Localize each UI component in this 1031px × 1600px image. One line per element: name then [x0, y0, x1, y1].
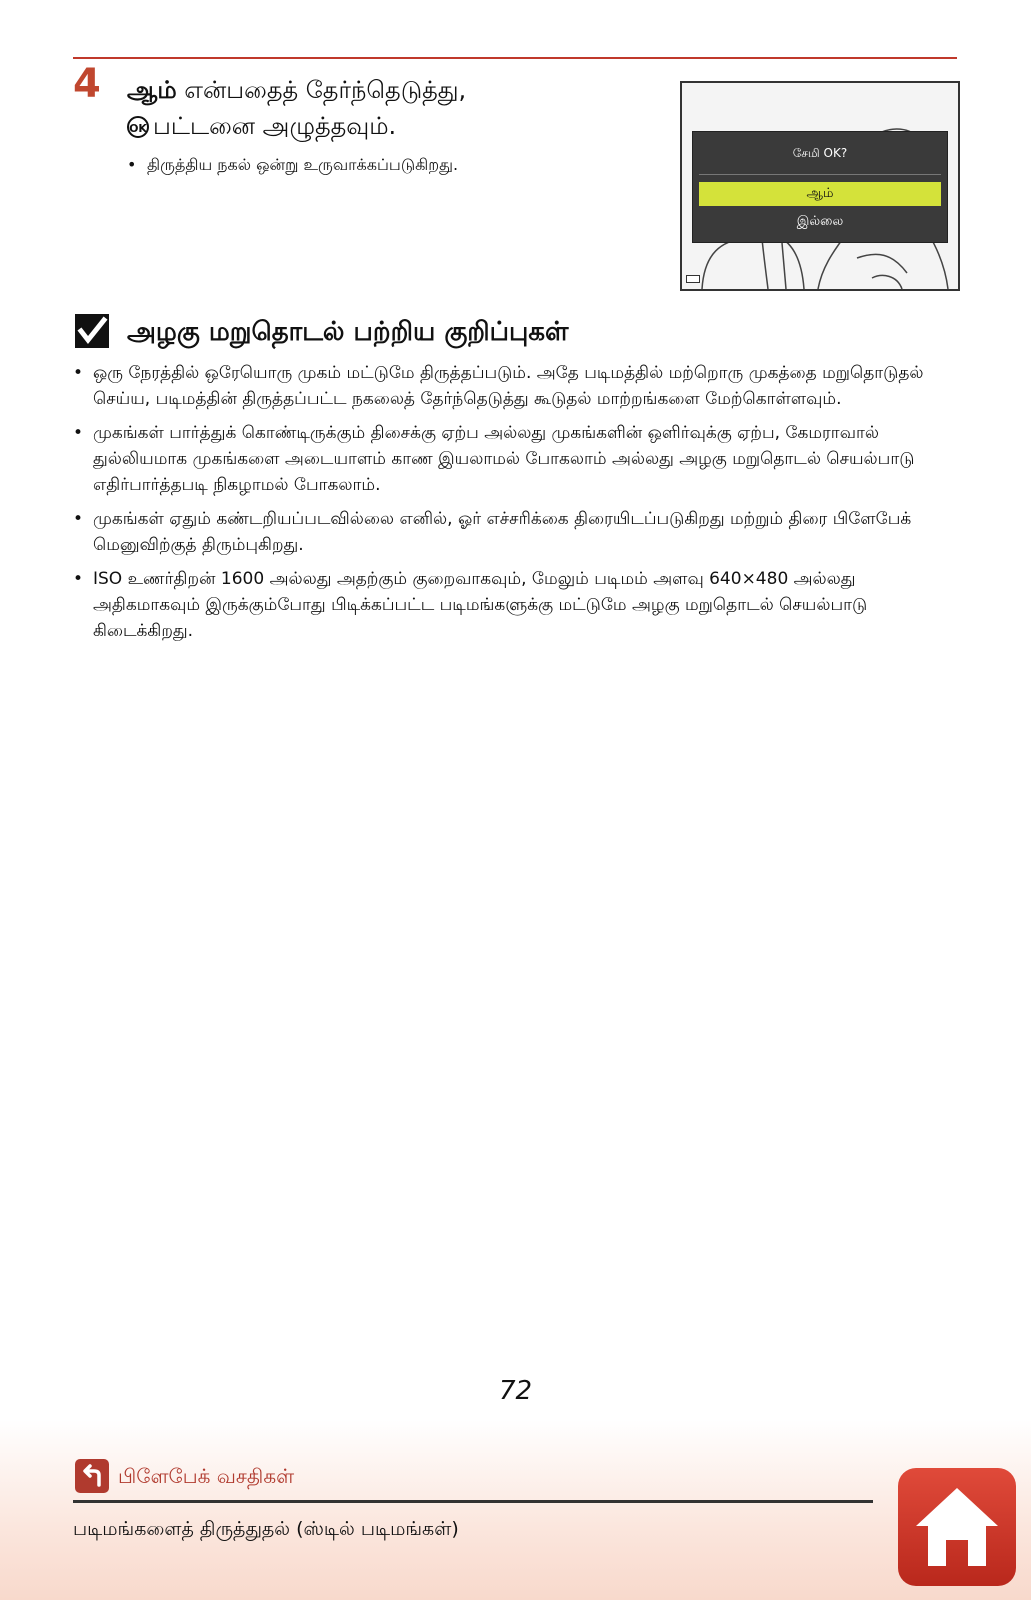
bullet-dot-icon: •	[127, 155, 137, 174]
step-instruction	[127, 72, 647, 144]
list-item	[73, 566, 958, 644]
step-instruction-line1	[127, 72, 647, 108]
step-number: 4	[73, 61, 101, 107]
bullet-dot-icon: •	[73, 363, 84, 383]
dialog-option-no[interactable]: இல்லை	[796, 214, 844, 229]
page-number: 72	[498, 1376, 533, 1406]
save-dialog	[692, 131, 948, 243]
camera-screen-illustration	[680, 81, 960, 291]
dialog-divider	[699, 174, 941, 175]
home-icon	[898, 1468, 1016, 1586]
step-instruction-line2	[127, 108, 647, 144]
dialog-option-yes[interactable]: ஆம்	[699, 182, 941, 206]
note-text: முகங்கள் பார்த்துக் கொண்டிருக்கும் திசைக்கு ஏற்ப அல்லது முகங்களின் ஒளிர்வுக்கு ஏற்ப, கேமராவால் துல்லியமாக முகங்களை அடையாளம் காண இயலாமல் போகலாம் அல்லது அழகு மறுதொடல் செயல்பாடு எதிர்பார்த்தபடி நிகழாமல் போகலாம்.	[93, 423, 915, 495]
step-bullet-text: திருத்திய நகல் ஒன்று உருவாக்கப்படுகிறது.	[147, 155, 459, 174]
step-line2-text: பட்டனை அழுத்தவும்.	[153, 112, 397, 140]
list-item	[73, 360, 958, 412]
back-arrow-icon[interactable]	[75, 1459, 109, 1493]
step-bullet	[127, 153, 647, 177]
ok-button-icon: OK	[127, 116, 149, 138]
step-title-rest: என்பதைத் தேர்ந்தெடுத்து,	[176, 76, 467, 104]
note-text: ISO உணர்திறன் 1600 அல்லது அதற்கும் குறைவாகவும், மேலும் படிமம் அளவு 640×480 அல்லது அதிகமாகவும் இருக்கும்போது பிடிக்கப்பட்ட படிமங்களுக்கு மட்டுமே அழகு மறுதொடல் செயல்பாடு கிடைக்கிறது.	[93, 569, 868, 641]
bullet-dot-icon: •	[73, 509, 84, 529]
list-item	[73, 506, 958, 558]
list-item	[73, 420, 958, 498]
footer-divider	[73, 1500, 873, 1503]
footer-background	[0, 1420, 1031, 1600]
note-text: ஒரு நேரத்தில் ஒரேயொரு முகம் மட்டுமே திருத்தப்படும். அதே படிமத்தில் மற்றொரு முகத்தை மறுதொடுதல் செய்ய, படிமத்தின் திருத்தப்பட்ட நகலைத் தேர்ந்தெடுத்து கூடுதல் மாற்றங்களை மேற்கொள்ளவும்.	[93, 363, 924, 409]
dialog-title: சேமி OK?	[792, 146, 848, 160]
bullet-dot-icon: •	[73, 423, 84, 443]
home-button[interactable]	[898, 1468, 1016, 1586]
notes-title: அழகு மறுதொடல் பற்றிய குறிப்புகள்	[127, 317, 569, 347]
note-text: முகங்கள் ஏதும் கண்டறியப்படவில்லை எனில், ஓர் எச்சரிக்கை திரையிடப்படுகிறது மற்றும் திரை பிளேபேக் மெனுவிற்குத் திரும்புகிறது.	[93, 509, 912, 555]
checkmark-icon	[75, 314, 109, 348]
subsection-title: படிமங்களைத் திருத்துதல் (ஸ்டில் படிமங்கள்)	[73, 1518, 459, 1540]
section-link[interactable]: பிளேபேக் வசதிகள்	[118, 1464, 295, 1488]
top-rule	[73, 57, 957, 59]
battery-icon	[686, 275, 700, 283]
option-yes-label: ஆம்	[127, 76, 177, 104]
notes-list	[73, 360, 958, 652]
bullet-dot-icon: •	[73, 569, 84, 589]
